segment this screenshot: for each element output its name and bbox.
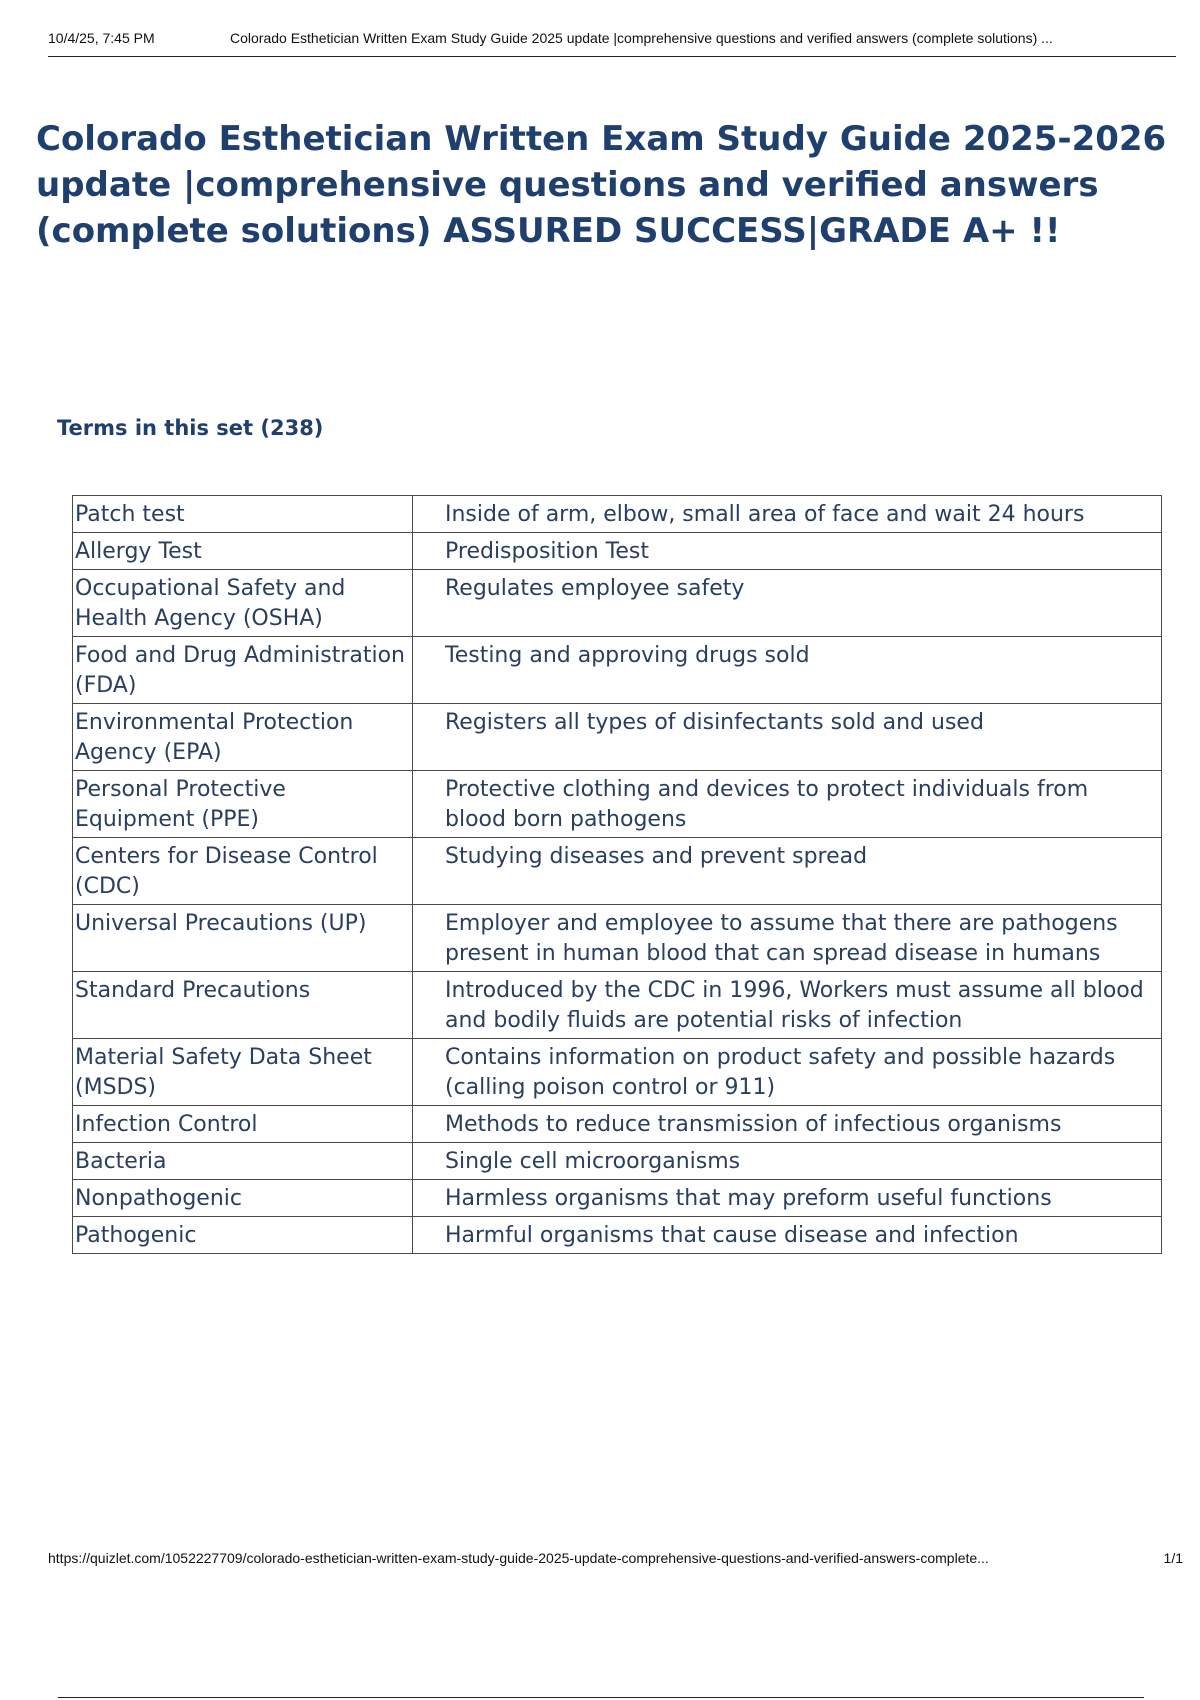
table-row [73, 1106, 1162, 1143]
definition-cell: Harmful organisms that cause disease and infection [413, 1217, 1162, 1254]
table-row [73, 838, 1162, 905]
table-row [73, 533, 1162, 570]
print-footer [48, 1550, 1183, 1572]
print-header [48, 30, 1176, 57]
definition-cell: Registers all types of disinfectants sold and used [413, 704, 1162, 771]
terms-count-heading: Terms in this set (238) [57, 416, 324, 440]
table-row [73, 972, 1162, 1039]
definition-cell: Inside of arm, elbow, small area of face and wait 24 hours [413, 496, 1162, 533]
definition-cell: Protective clothing and devices to protect individuals from blood born pathogens [413, 771, 1162, 838]
definition-cell: Contains information on product safety and possible hazards (calling poison control or 911) [413, 1039, 1162, 1106]
definition-cell: Employer and employee to assume that there are pathogens present in human blood that can spread disease in humans [413, 905, 1162, 972]
print-date: 10/4/25, 7:45 PM [48, 30, 155, 46]
term-cell: Patch test [73, 496, 413, 533]
table-row [73, 771, 1162, 838]
print-doc-title: Colorado Esthetician Written Exam Study Guide 2025 update |comprehensive questions and verified answers (complete solutions) ... [230, 30, 1053, 46]
table-row [73, 1143, 1162, 1180]
term-cell: Universal Precautions (UP) [73, 905, 413, 972]
term-cell: Food and Drug Administration (FDA) [73, 637, 413, 704]
term-cell: Pathogenic [73, 1217, 413, 1254]
term-cell: Personal Protective Equipment (PPE) [73, 771, 413, 838]
definition-cell: Testing and approving drugs sold [413, 637, 1162, 704]
term-cell: Environmental Protection Agency (EPA) [73, 704, 413, 771]
term-cell: Bacteria [73, 1143, 413, 1180]
source-url-link[interactable]: https://quizlet.com/1052227709/colorado-esthetician-written-exam-study-guide-2025-update-comprehensive-questions-and-verified-answers-complete... [48, 1550, 989, 1566]
definition-cell: Methods to reduce transmission of infectious organisms [413, 1106, 1162, 1143]
definition-cell: Harmless organisms that may preform useful functions [413, 1180, 1162, 1217]
table-row [73, 905, 1162, 972]
bottom-divider [58, 1697, 1144, 1698]
table-row [73, 1217, 1162, 1254]
page-title: Colorado Esthetician Written Exam Study Guide 2025-2026 update |comprehensive questions and verified answers (complete solutions) ASSURED SUCCESS|GRADE A+ !! [36, 119, 1167, 251]
table-row [73, 704, 1162, 771]
table-row [73, 637, 1162, 704]
definition-cell: Studying diseases and prevent spread [413, 838, 1162, 905]
table-row [73, 570, 1162, 637]
term-cell: Standard Precautions [73, 972, 413, 1039]
table-row [73, 1039, 1162, 1106]
definition-cell: Regulates employee safety [413, 570, 1162, 637]
term-cell: Centers for Disease Control (CDC) [73, 838, 413, 905]
term-cell: Occupational Safety and Health Agency (OSHA) [73, 570, 413, 637]
page-number: 1/1 [1163, 1550, 1183, 1566]
definition-cell: Introduced by the CDC in 1996, Workers must assume all blood and bodily fluids are potential risks of infection [413, 972, 1162, 1039]
term-cell: Infection Control [73, 1106, 413, 1143]
term-cell: Allergy Test [73, 533, 413, 570]
definition-cell: Predisposition Test [413, 533, 1162, 570]
term-cell: Material Safety Data Sheet (MSDS) [73, 1039, 413, 1106]
table-row [73, 1180, 1162, 1217]
terms-table [72, 495, 1162, 1254]
definition-cell: Single cell microorganisms [413, 1143, 1162, 1180]
table-row [73, 496, 1162, 533]
term-cell: Nonpathogenic [73, 1180, 413, 1217]
